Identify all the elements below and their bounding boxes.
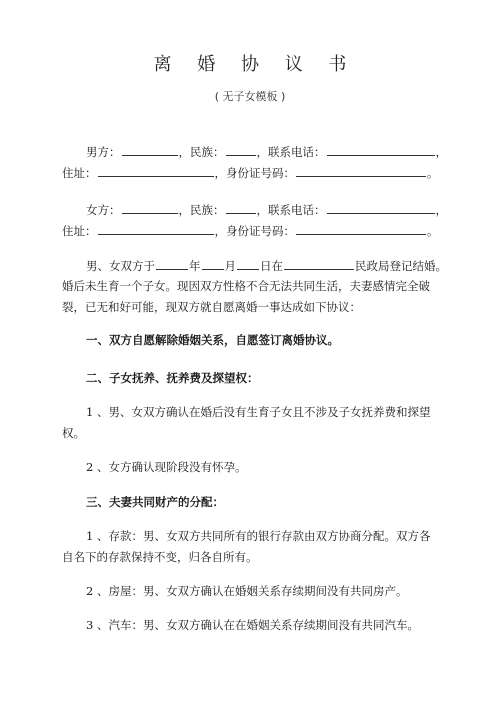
male-ethnic-label: ，民族：: [178, 145, 225, 159]
female-end: 。: [427, 224, 439, 238]
male-info-line1: [86, 143, 447, 160]
female-address-blank[interactable]: [98, 222, 214, 235]
marriage-text-4: 日在: [260, 259, 283, 273]
male-comma: ，: [435, 145, 447, 159]
section-2-heading: 二、子女抚养、抚养费及探望权：: [86, 371, 259, 385]
male-address-label: 住址：: [62, 166, 97, 180]
marriage-line2: 婚后未生育一个子女。现因双方性格不合无法共同生活，夫妻感情完全破: [62, 279, 430, 293]
female-ethnic-label: ，民族：: [178, 203, 225, 217]
marriage-line3: 裂，已无和好可能，现双方就自愿离婚一事达成如下协议：: [62, 300, 361, 314]
section-2-item-2: 2 、女方确认现阶段没有怀孕。: [86, 460, 247, 474]
marriage-line1: [86, 257, 447, 274]
marriage-text-5: 民政局登记结婚。: [355, 259, 447, 273]
section-2-item-1-line1: 1 、男、女双方确认在婚后没有生育子女且不涉及子女抚养费和探望: [86, 405, 431, 419]
marriage-text-3: 月: [224, 259, 236, 273]
female-comma: ，: [435, 203, 447, 217]
section-3-item-3: 3 、汽车：男、女双方确认在在婚姻关系存续期间没有共同汽车。: [86, 618, 419, 632]
female-id-label: ，身份证号码：: [214, 224, 295, 238]
female-info-line2: [62, 222, 439, 239]
male-id-blank[interactable]: [296, 164, 426, 177]
female-ethnic-blank[interactable]: [226, 201, 256, 214]
marriage-text-1: 男、女双方于: [86, 259, 155, 273]
section-3-item-2: 2 、房屋：男、女双方确认在婚姻关系存续期间没有共同房产。: [86, 584, 408, 598]
marriage-month-blank[interactable]: [202, 257, 224, 270]
female-phone-blank[interactable]: [327, 201, 435, 214]
section-1-heading: 一、双方自愿解除婚姻关系，自愿签订离婚协议。: [86, 333, 339, 347]
section-3-item-1-line2: 自名下的存款保持不变，归各自所有。: [62, 550, 258, 564]
marriage-day-blank[interactable]: [237, 257, 259, 270]
female-id-blank[interactable]: [296, 222, 426, 235]
male-phone-blank[interactable]: [327, 143, 435, 156]
male-label: 男方：: [86, 145, 121, 159]
male-name-blank[interactable]: [122, 143, 178, 156]
document-subtitle: ( 无子女模板 ): [214, 90, 286, 103]
section-3-item-1-line1: 1 、存款：男、女双方共同所有的银行存款由双方协商分配。双方各: [86, 529, 431, 543]
male-address-blank[interactable]: [98, 164, 214, 177]
female-label: 女方：: [86, 203, 121, 217]
male-id-label: ，身份证号码：: [214, 166, 295, 180]
female-info-line1: [86, 201, 447, 218]
male-ethnic-blank[interactable]: [226, 143, 256, 156]
female-name-blank[interactable]: [122, 201, 178, 214]
male-phone-label: ，联系电话：: [256, 145, 326, 159]
female-address-label: 住址：: [62, 224, 97, 238]
female-phone-label: ，联系电话：: [256, 203, 326, 217]
document-title: 离 婚 协 议 书: [153, 54, 357, 75]
marriage-bureau-blank[interactable]: [284, 257, 354, 270]
male-end: 。: [427, 166, 439, 180]
male-info-line2: [62, 164, 439, 181]
marriage-text-2: 年: [189, 259, 201, 273]
marriage-year-blank[interactable]: [156, 257, 188, 270]
section-3-heading: 三、夫妻共同财产的分配：: [86, 495, 224, 509]
section-2-item-1-line2: 权。: [62, 426, 85, 440]
